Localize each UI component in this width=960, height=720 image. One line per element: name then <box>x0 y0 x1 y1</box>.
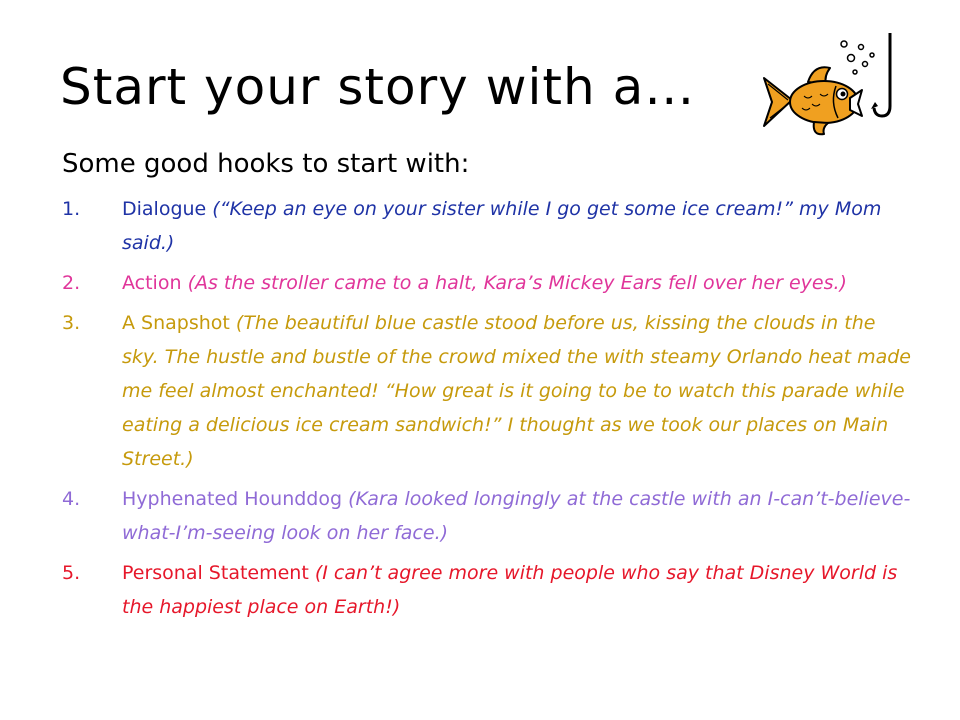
hook-example: (As the stroller came to a halt, Kara’s Mickey Ears fell over her eyes.) <box>187 272 847 294</box>
list-item <box>62 556 912 624</box>
list-item <box>62 266 912 300</box>
hook-name: Personal Statement <box>122 562 309 584</box>
list-item <box>62 306 912 476</box>
hook-example: (Kara looked longingly at the castle with an I-can’t-believe-what-I’m-seeing look on her face.) <box>122 488 911 544</box>
slide-title: Start your story with a… <box>60 58 696 116</box>
hook-name: Hyphenated Hounddog <box>122 488 343 510</box>
hook-name: Dialogue <box>122 198 207 220</box>
list-number: 4. <box>62 488 81 510</box>
hook-example: (I can’t agree more with people who say that Disney World is the happiest place on Earth!) <box>122 562 898 618</box>
list-number: 2. <box>62 272 81 294</box>
fish-hook-icon <box>758 28 908 148</box>
hook-example: (“Keep an eye on your sister while I go get some ice cream!” my Mom said.) <box>122 198 882 254</box>
hook-example: (The beautiful blue castle stood before us, kissing the clouds in the sky. The hustle and bustle of the crowd mixed the with steamy Orlando heat made me feel almost enchanted! “How great is it going to be to watch this parade while eating a delicious ice cream sandwich!” I thought as we took our places on Main Street.) <box>122 312 911 470</box>
list-number: 3. <box>62 312 81 334</box>
list-number: 1. <box>62 198 81 220</box>
hook-list <box>62 192 912 630</box>
list-number: 5. <box>62 562 81 584</box>
subtitle: Some good hooks to start with: <box>62 149 470 179</box>
list-item <box>62 192 912 260</box>
hook-name: Action <box>122 272 182 294</box>
list-item <box>62 482 912 550</box>
hook-name: A Snapshot <box>122 312 230 334</box>
